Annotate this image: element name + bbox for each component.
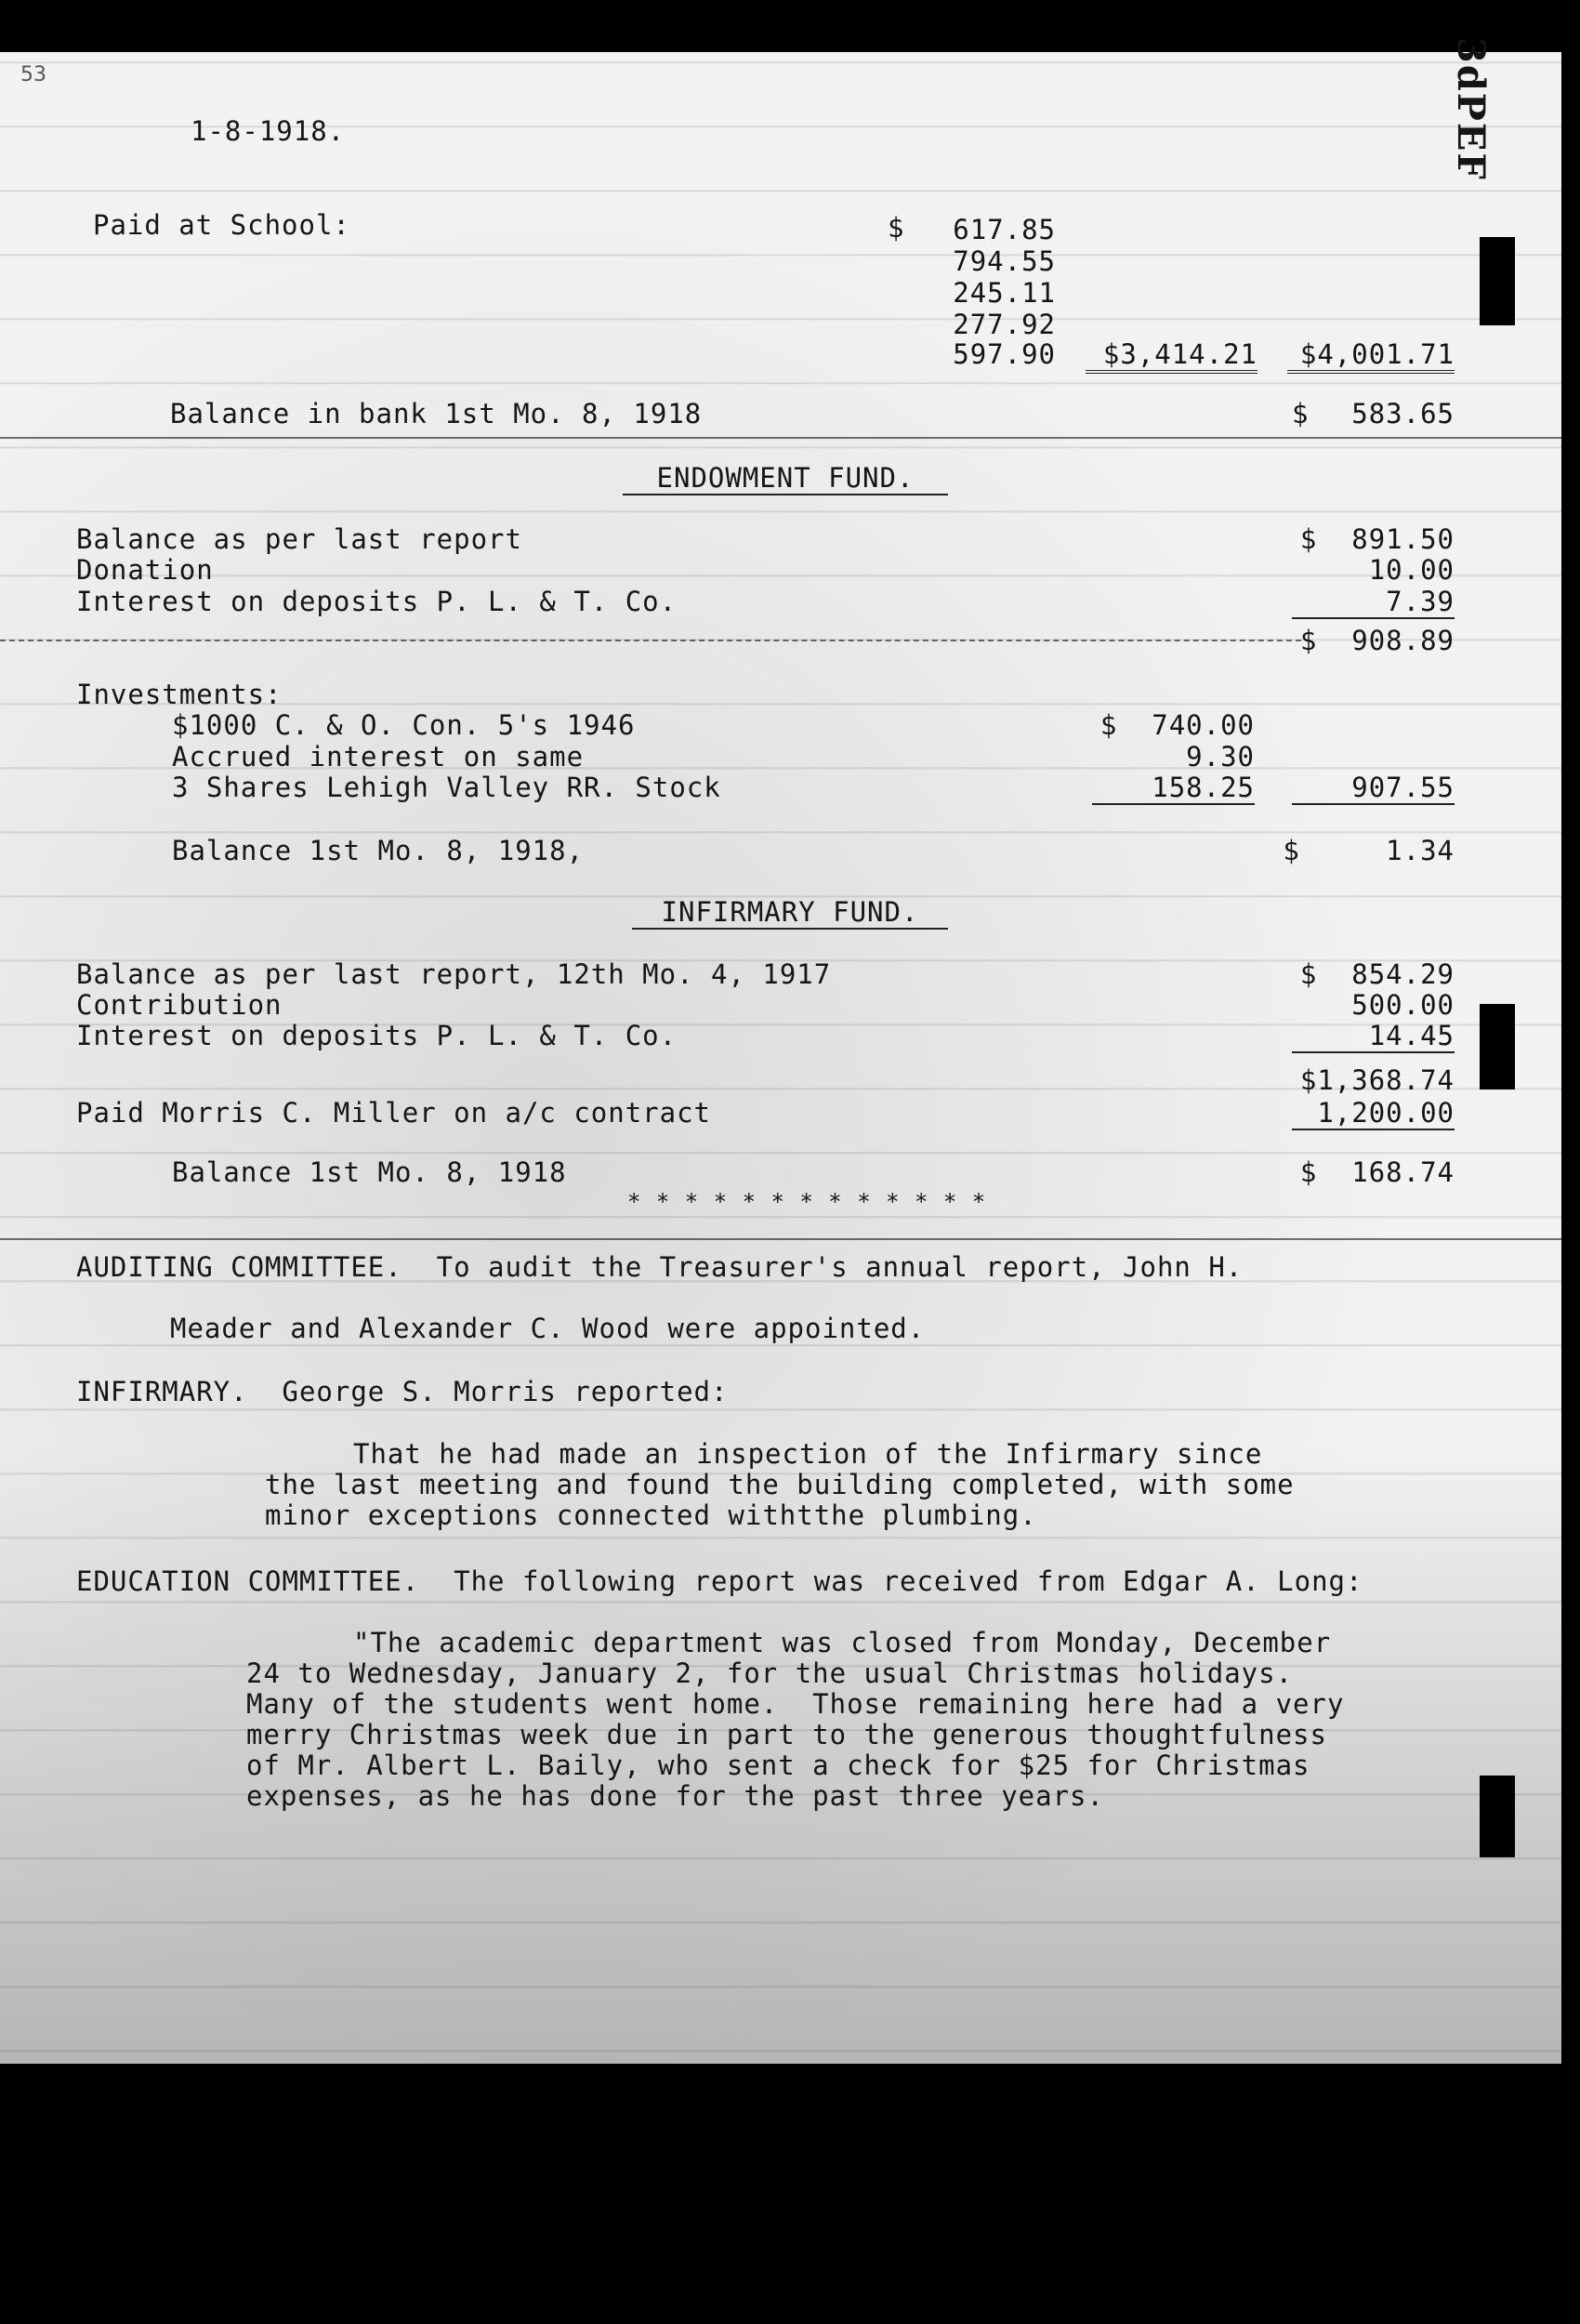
infirmary-paid-label: Paid Morris C. Miller on a/c contract [76, 1097, 712, 1129]
investment-label: 3 Shares Lehigh Valley RR. Stock [172, 772, 721, 803]
infirmary-paid-value: 1,200.00 [1292, 1097, 1455, 1130]
scan-border-top [0, 0, 1580, 52]
investment-label: Accrued interest on same [172, 741, 585, 772]
infirmary-balance-value: $ 168.74 [1299, 1156, 1455, 1188]
infirmary-report-line: INFIRMARY. George S. Morris reported: [76, 1376, 729, 1407]
school-amount: 617.85 [953, 214, 1056, 245]
investment-value: $ 740.00 [1099, 709, 1255, 741]
education-report-para: expenses, as he has done for the past three years. [246, 1780, 1104, 1812]
rule-line [0, 640, 1301, 641]
rule-line [0, 437, 1561, 439]
scan-border-right [1561, 0, 1580, 2064]
infirmary-row-value: $ 854.29 [1299, 958, 1455, 990]
education-report-para: merry Christmas week due in part to the generous thoughtfulness [246, 1719, 1327, 1750]
auditing-committee-line: AUDITING COMMITTEE. To audit the Treasurer's annual report, John H. [76, 1251, 1244, 1283]
endowment-row-label: Balance as per last report [76, 523, 522, 555]
document-date: 1-8-1918. [191, 115, 346, 147]
endowment-heading: ENDOWMENT FUND. [623, 462, 948, 495]
education-report-para: of Mr. Albert L. Baily, who sent a check for $25 for Christmas [246, 1750, 1310, 1781]
infirmary-row-value: 14.45 [1292, 1020, 1455, 1053]
education-report-para: 24 to Wednesday, January 2, for the usual Christmas holidays. [246, 1657, 1294, 1689]
infirmary-report-para: the last meeting and found the building completed, with some [265, 1469, 1295, 1500]
investments-total: 907.55 [1292, 772, 1455, 805]
infirmary-total: $1,368.74 [1299, 1064, 1455, 1096]
endowment-row-value: 7.39 [1292, 586, 1455, 619]
dollar-sign: $ [888, 212, 905, 244]
education-committee-line: EDUCATION COMMITTEE. The following report was received from Edgar A. Long: [76, 1565, 1363, 1597]
infirmary-row-value: 500.00 [1351, 989, 1455, 1021]
investments-label: Investments: [76, 679, 283, 710]
school-total: $4,001.71 [1287, 338, 1455, 374]
section-separator: * * * * * * * * * * * * * [627, 1189, 987, 1215]
bank-balance-value: 583.65 [1351, 398, 1455, 429]
margin-marker [1480, 1004, 1515, 1089]
infirmary-row-label: Contribution [76, 989, 283, 1021]
school-amount: 245.11 [953, 277, 1056, 309]
rule-line [0, 1238, 1561, 1240]
endowment-balance-label: Balance 1st Mo. 8, 1918, [172, 835, 585, 866]
infirmary-balance-label: Balance 1st Mo. 8, 1918 [172, 1156, 567, 1188]
endowment-row-label: Donation [76, 554, 214, 586]
school-subtotal: $3,414.21 [1086, 338, 1257, 374]
endowment-row-label: Interest on deposits P. L. & T. Co. [76, 586, 678, 617]
margin-marker [1480, 237, 1515, 325]
endowment-row-value: 10.00 [1368, 554, 1455, 586]
school-amount: 597.90 [953, 338, 1056, 370]
endowment-balance-value: $ 1.34 [1283, 835, 1455, 866]
infirmary-row-label: Interest on deposits P. L. & T. Co. [76, 1020, 678, 1051]
investment-label: $1000 C. & O. Con. 5's 1946 [172, 709, 636, 741]
infirmary-row-label: Balance as per last report, 12th Mo. 4, 1917 [76, 958, 832, 990]
document-id: 3dPEF [1449, 37, 1493, 181]
education-report-para: Many of the students went home. Those remaining here had a very [246, 1688, 1345, 1720]
bank-balance-label: Balance in bank 1st Mo. 8, 1918 [170, 398, 703, 429]
education-report-para: "The academic department was closed from Monday, December [353, 1627, 1332, 1658]
margin-marker [1480, 1776, 1515, 1857]
infirmary-report-para: That he had made an inspection of the Infirmary since [353, 1438, 1263, 1470]
investment-value: 9.30 [1186, 741, 1255, 772]
endowment-total: $ 908.89 [1299, 625, 1455, 656]
paid-at-school-label: Paid at School: [93, 209, 350, 241]
infirmary-report-para: minor exceptions connected withtthe plumbing. [265, 1499, 1037, 1531]
school-amount: 794.55 [953, 245, 1056, 277]
endowment-row-value: $ 891.50 [1299, 523, 1455, 555]
school-amount: 277.92 [953, 309, 1056, 340]
dollar-sign: $ [1292, 398, 1310, 429]
infirmary-fund-heading: INFIRMARY FUND. [632, 896, 948, 930]
investment-value: 158.25 [1092, 772, 1255, 805]
page-number: 53 [20, 63, 46, 86]
auditing-committee-line: Meader and Alexander C. Wood were appointed. [170, 1313, 926, 1344]
